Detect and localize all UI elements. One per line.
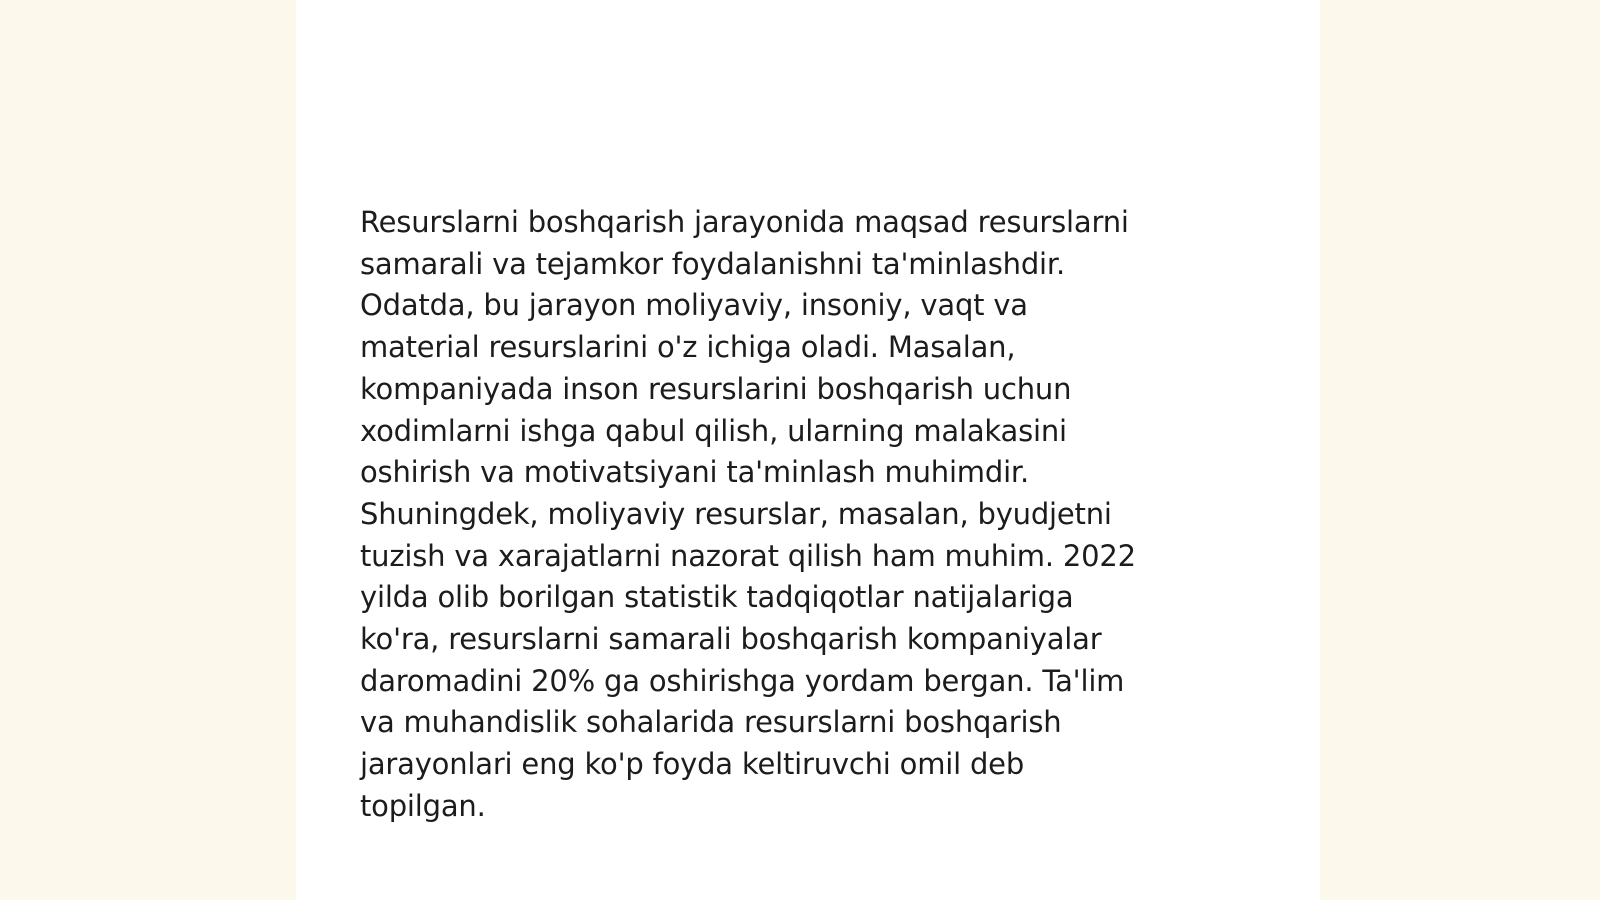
paragraph-line: Shuningdek, moliyaviy resurslar, masalan, byudjetni bbox=[360, 496, 1112, 531]
paragraph-line: yilda olib borilgan statistik tadqiqotlar natijalariga bbox=[360, 580, 1074, 615]
paragraph-line: oshirish va motivatsiyani ta'minlash muhimdir. bbox=[360, 455, 1030, 490]
paragraph-line: topilgan. bbox=[360, 788, 486, 823]
paragraph-line: jarayonlari eng ko'p foyda keltiruvchi omil deb bbox=[360, 747, 1025, 782]
paragraph-line: tuzish va xarajatlarni nazorat qilish ham muhim. 2022 bbox=[360, 538, 1136, 573]
paragraph-line: Odatda, bu jarayon moliyaviy, insoniy, vaqt va bbox=[360, 288, 1028, 323]
paragraph-line: Resurslarni boshqarish jarayonida maqsad resurslarni bbox=[360, 205, 1129, 239]
paragraph-line: daromadini 20% ga oshirishga yordam bergan. Ta'lim bbox=[360, 663, 1125, 698]
paragraph-line: va muhandislik sohalarida resurslarni boshqarish bbox=[360, 705, 1062, 740]
document-page bbox=[296, 0, 1320, 900]
paragraph-line: samarali va tejamkor foydalanishni ta'minlashdir. bbox=[360, 246, 1065, 281]
paragraph-line: xodimlarni ishga qabul qilish, ularning malakasini bbox=[360, 413, 1067, 448]
paragraph-line: ko'ra, resurslarni samarali boshqarish kompaniyalar bbox=[360, 622, 1102, 657]
paragraph-line: kompaniyada inson resurslarini boshqarish uchun bbox=[360, 371, 1072, 406]
body-paragraph bbox=[360, 202, 1260, 828]
paragraph-line: material resurslarini o'z ichiga oladi. Masalan, bbox=[360, 330, 1016, 365]
